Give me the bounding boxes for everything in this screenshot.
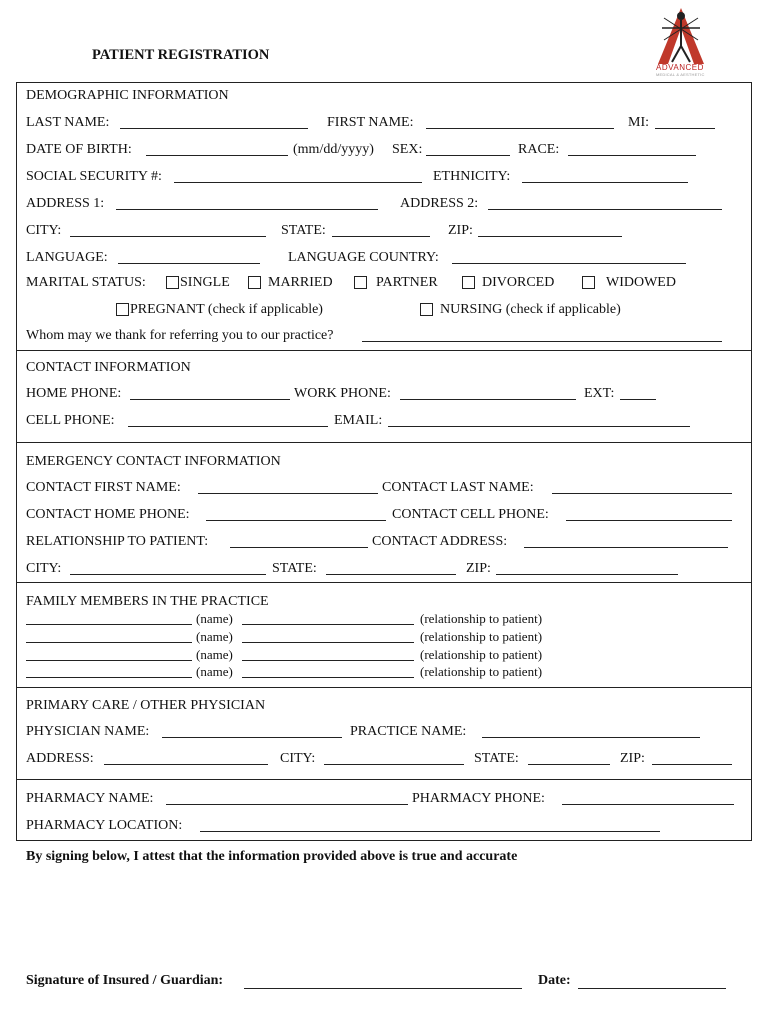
contact-home-phone-field[interactable] [206,508,386,521]
address1-field[interactable] [116,197,378,210]
pregnant-label: PREGNANT (check if applicable) [130,302,323,317]
widowed-label: WIDOWED [606,275,676,290]
mi-label: MI: [628,115,649,130]
ethnicity-field[interactable] [522,170,688,183]
section-header-contact: CONTACT INFORMATION [26,360,191,375]
address2-label: ADDRESS 2: [400,196,479,211]
date-label: Date: [538,973,571,988]
contact-first-name-field[interactable] [198,481,378,494]
work-phone-label: WORK PHONE: [294,386,391,401]
ethnicity-label: ETHNICITY: [433,169,511,184]
contact-address-label: CONTACT ADDRESS: [372,534,508,549]
relationship-label: RELATIONSHIP TO PATIENT: [26,534,209,549]
emergency-zip-field[interactable] [496,562,678,575]
family-name-label: (name) [196,647,233,662]
family-name-label: (name) [196,629,233,644]
pharmacy-phone-label: PHARMACY PHONE: [412,791,545,806]
state-label: STATE: [281,223,326,238]
email-label: EMAIL: [334,413,383,428]
emergency-state-field[interactable] [326,562,456,575]
city-field[interactable] [70,224,266,237]
section-header-demographic: DEMOGRAPHIC INFORMATION [26,88,229,103]
family-name-field[interactable] [26,665,192,678]
family-relationship-label: (relationship to patient) [420,629,543,644]
ext-label: EXT: [584,386,615,401]
family-name-label: (name) [196,664,233,679]
single-label: SINGLE [180,275,230,290]
family-relationship-field[interactable] [242,648,414,661]
family-relationship-field[interactable] [242,630,414,643]
emergency-state-label: STATE: [272,561,317,576]
family-name-field[interactable] [26,648,192,661]
family-relationship-label: (relationship to patient) [420,664,543,679]
nursing-label: NURSING (check if applicable) [440,302,621,317]
physician-city-field[interactable] [324,752,464,765]
sex-field[interactable] [426,143,510,156]
referral-field[interactable] [362,329,722,342]
signature-field[interactable] [244,975,522,989]
referral-label: Whom may we thank for referring you to our practice? [26,328,334,343]
physician-name-field[interactable] [162,725,342,738]
pharmacy-name-label: PHARMACY NAME: [26,791,154,806]
ssn-label: SOCIAL SECURITY #: [26,169,162,184]
married-label: MARRIED [268,275,333,290]
race-label: RACE: [518,142,560,157]
single-checkbox[interactable] [166,276,179,289]
family-name-label: (name) [196,611,233,626]
pregnant-checkbox[interactable] [116,303,129,316]
dob-field[interactable] [146,143,288,156]
emergency-city-field[interactable] [70,562,266,575]
family-relationship-label: (relationship to patient) [420,647,543,662]
nursing-checkbox[interactable] [420,303,433,316]
race-field[interactable] [568,143,696,156]
contact-cell-phone-label: CONTACT CELL PHONE: [392,507,549,522]
contact-last-name-field[interactable] [552,481,732,494]
city-label: CITY: [26,223,62,238]
divorced-label: DIVORCED [482,275,555,290]
contact-last-name-label: CONTACT LAST NAME: [382,480,534,495]
divorced-checkbox[interactable] [462,276,475,289]
family-name-field[interactable] [26,630,192,643]
first-name-field[interactable] [426,116,614,129]
physician-state-label: STATE: [474,751,519,766]
address1-label: ADDRESS 1: [26,196,105,211]
physician-city-label: CITY: [280,751,316,766]
physician-zip-field[interactable] [652,752,732,765]
contact-home-phone-label: CONTACT HOME PHONE: [26,507,190,522]
pharmacy-name-field[interactable] [166,792,408,805]
last-name-label: LAST NAME: [26,115,110,130]
physician-address-label: ADDRESS: [26,751,94,766]
physician-address-field[interactable] [104,752,268,765]
email-field[interactable] [388,414,690,427]
section-header-physician: PRIMARY CARE / OTHER PHYSICIAN [26,698,266,713]
ext-field[interactable] [620,387,656,400]
section-header-family: FAMILY MEMBERS IN THE PRACTICE [26,594,269,609]
first-name-label: FIRST NAME: [327,115,414,130]
signature-label: Signature of Insured / Guardian: [26,973,224,988]
ssn-field[interactable] [174,170,422,183]
mi-field[interactable] [655,116,715,129]
sex-label: SEX: [392,142,423,157]
practice-name-field[interactable] [482,725,700,738]
section-header-emergency: EMERGENCY CONTACT INFORMATION [26,454,281,469]
married-checkbox[interactable] [248,276,261,289]
widowed-checkbox[interactable] [582,276,595,289]
language-label: LANGUAGE: [26,250,108,265]
contact-address-field[interactable] [524,535,728,548]
language-country-label: LANGUAGE COUNTRY: [288,250,439,265]
family-relationship-field[interactable] [242,612,414,625]
pharmacy-location-field[interactable] [200,819,660,832]
home-phone-label: HOME PHONE: [26,386,122,401]
address2-field[interactable] [488,197,722,210]
language-field[interactable] [118,251,260,264]
family-relationship-field[interactable] [242,665,414,678]
partner-label: PARTNER [376,275,438,290]
contact-cell-phone-field[interactable] [566,508,732,521]
pharmacy-location-label: PHARMACY LOCATION: [26,818,183,833]
cell-phone-field[interactable] [128,414,328,427]
family-name-field[interactable] [26,612,192,625]
marital-status-label: MARITAL STATUS: [26,275,146,290]
home-phone-field[interactable] [130,387,290,400]
partner-checkbox[interactable] [354,276,367,289]
emergency-city-label: CITY: [26,561,62,576]
physician-state-field[interactable] [528,752,610,765]
physician-name-label: PHYSICIAN NAME: [26,724,150,739]
page-title: PATIENT REGISTRATION [92,47,270,63]
emergency-zip-label: ZIP: [466,561,491,576]
pharmacy-phone-field[interactable] [562,792,734,805]
state-field[interactable] [332,224,430,237]
dob-format: (mm/dd/yyyy) [293,142,374,157]
logo-subtext: MEDICAL & AESTHETIC [656,72,705,77]
physician-zip-label: ZIP: [620,751,645,766]
last-name-field[interactable] [120,116,308,129]
dob-label: DATE OF BIRTH: [26,142,132,157]
contact-first-name-label: CONTACT FIRST NAME: [26,480,181,495]
cell-phone-label: CELL PHONE: [26,413,115,428]
family-relationship-label: (relationship to patient) [420,611,543,626]
zip-label: ZIP: [448,223,473,238]
work-phone-field[interactable] [400,387,576,400]
practice-name-label: PRACTICE NAME: [350,724,467,739]
relationship-field[interactable] [230,535,368,548]
language-country-field[interactable] [452,251,686,264]
date-field[interactable] [578,975,726,989]
attestation-text: By signing below, I attest that the information provided above is true and accurate [26,849,518,864]
zip-field[interactable] [478,224,622,237]
logo-text: ADVANCED [656,63,704,72]
